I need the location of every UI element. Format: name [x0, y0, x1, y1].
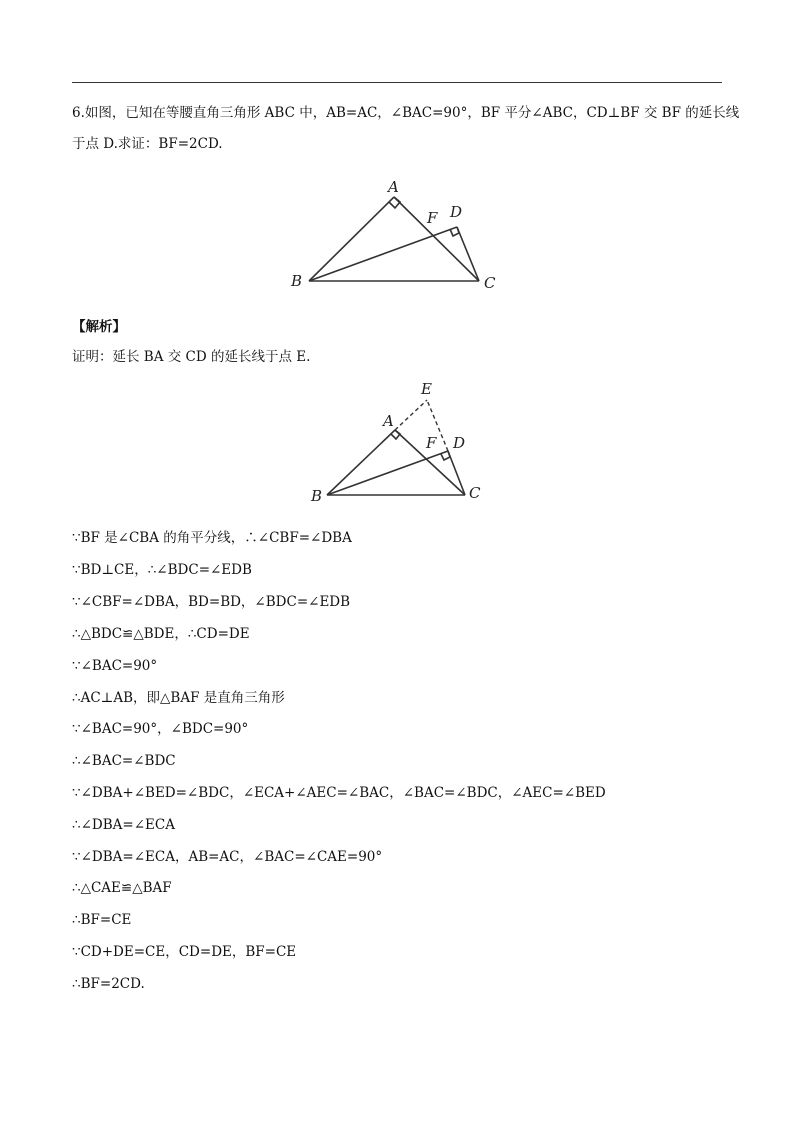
proof-line-3: ∵∠CBF=∠DBA，BD=BD，∠BDC=∠EDB [72, 594, 351, 610]
label-b: B [311, 487, 323, 505]
problem-line-2: 于点 D.求证：BF=2CD. [72, 136, 223, 152]
analysis-heading: 【解析】 [72, 319, 126, 335]
segment-bd [309, 227, 457, 281]
label-c: C [484, 274, 496, 292]
proof-line-5: ∵∠BAC=90° [72, 658, 158, 674]
label-a: A [383, 412, 394, 430]
proof-line-4: ∴△BDC≌△BDE，∴CD=DE [72, 626, 250, 642]
proof-line-15: ∴BF=2CD. [72, 976, 145, 992]
figure-triangle-with-e [305, 378, 490, 508]
header-rule [72, 82, 722, 83]
label-a: A [388, 178, 399, 196]
segment-cd [457, 227, 479, 281]
label-f: F [427, 209, 438, 227]
segment-bd [327, 451, 448, 495]
proof-line-1: ∵BF 是∠CBA 的角平分线，∴∠CBF=∠DBA [72, 530, 352, 546]
label-f: F [426, 434, 437, 452]
analysis-intro: 证明：延长 BA 交 CD 的延长线于点 E. [72, 349, 311, 365]
label-c: C [469, 484, 481, 502]
right-angle-mark-a [389, 197, 400, 208]
label-b: B [291, 272, 303, 290]
proof-line-13: ∴BF=CE [72, 912, 132, 928]
label-e: E [421, 380, 432, 398]
proof-line-10: ∴∠DBA=∠ECA [72, 817, 175, 833]
proof-line-11: ∵∠DBA=∠ECA，AB=AC，∠BAC=∠CAE=90° [72, 849, 383, 865]
proof-line-8: ∴∠BAC=∠BDC [72, 753, 176, 769]
segment-ab [309, 197, 394, 281]
figure-triangle-abc [285, 172, 500, 294]
proof-line-2: ∵BD⊥CE，∴∠BDC=∠EDB [72, 562, 252, 578]
proof-line-6: ∴AC⊥AB，即△BAF 是直角三角形 [72, 690, 285, 706]
segment-ae-dashed [395, 400, 427, 430]
proof-line-14: ∵CD+DE=CE，CD=DE，BF=CE [72, 944, 297, 960]
right-angle-mark-a [391, 430, 400, 439]
segment-ab [327, 430, 395, 495]
proof-line-12: ∴△CAE≌△BAF [72, 880, 172, 896]
problem-line-1: 6.如图，已知在等腰直角三角形 ABC 中，AB=AC，∠BAC=90°，BF 平分∠ABC，CD⊥BF 交 BF 的延长线 [72, 105, 740, 121]
label-d: D [450, 203, 463, 221]
label-d: D [453, 434, 466, 452]
proof-line-9: ∵∠DBA+∠BED=∠BDC，∠ECA+∠AEC=∠BAC，∠BAC=∠BDC，∠AEC=∠BED [72, 785, 606, 801]
proof-line-7: ∵∠BAC=90°，∠BDC=90° [72, 721, 249, 737]
